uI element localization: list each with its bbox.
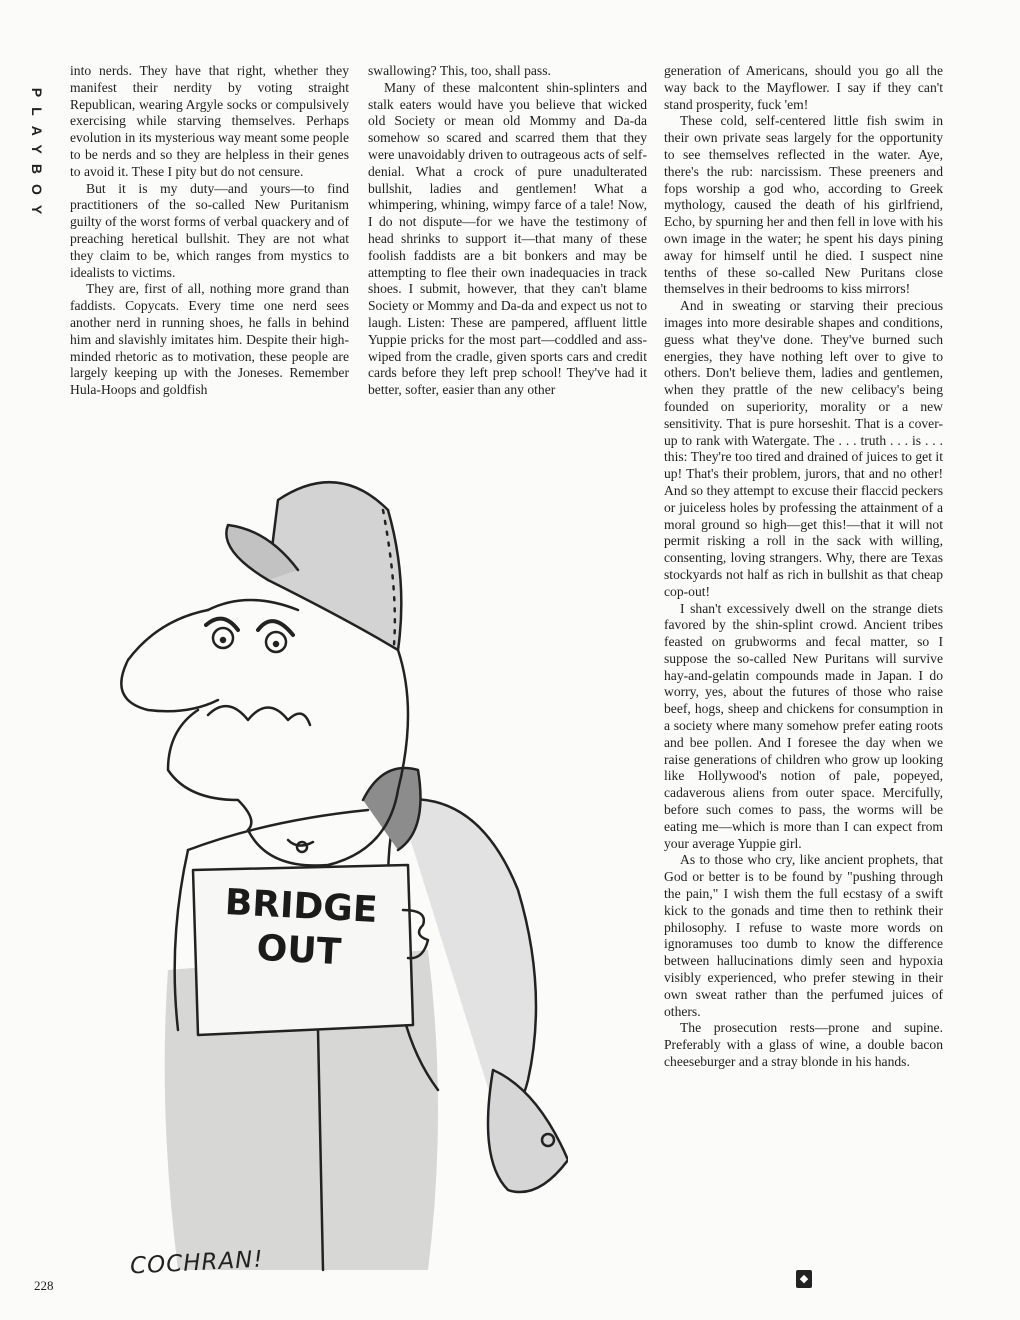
page-number: 228 [34, 1278, 54, 1293]
paragraph: I shan't excessively dwell on the strange diets favored by the shin-splint crowd. Ancient tribes feasted on grubworms and fecal matter, so I suppose the so-called New Puritans will survive hay-and-gelatin compounds made in Japan. I do worry, yes, about the futures of those who raise beef, hogs, sheep and chickens for consumption in a society where many somehow prefer eating roots and bee pollen. And I foresee the day when we raise generations of children who grow up looking like Hollywood's notion of pale, popeyed, cadaverous aliens from outer space. Mercifully, before such comes to pass, the worms will be eating me—which is more than I can expect from your average Yuppie girl. [664, 600, 943, 851]
text-column-3 [664, 63, 943, 1071]
magazine-name: PLAYBOY [29, 87, 46, 225]
paragraph: They are, first of all, nothing more grand than faddists. Copycats. Every time one nerd sees another nerd in running shoes, he falls in behind him and slavishly imitates him. Despite their high-minded rhetoric as to motivation, these people are largely keeping up with the Joneses. Remember Hula-Hoops and goldfish [70, 281, 349, 398]
paragraph: Many of these malcontent shin-splinters and stalk eaters would have you believe that wicked old Society or mean old Mommy and Da-da somehow so scared and scarred them that they were unavoidably driven to outrageous acts of self-denial. What a crock of pure unadulterated bullshit, ladies and gentlemen! What a whimpering, whining, wimpy farce of a tale! Now, I do not dispute—for we have the testimony of head shrinks to support it—that many of these foolish faddists are a bit bonkers and may be attempting to flee their own inadequacies in track shoes. I submit, however, that they can't blame Society or Mommy and Da-da and expect us not to laugh. Listen: These are pampered, affluent little Yuppie pricks for the most part—coddled and ass-wiped from the cradle, given sports cars and credit cards before they left prep school! They've had it better, softer, easier than any other [368, 79, 647, 398]
paragraph: into nerds. They have that right, whether they manifest their nerdity by voting straight Republican, wearing Argyle socks or compulsively exercising while starving themselves. Perhaps evolution in its mysterious way meant some people to be nerds and so they are helpless in their genes to avoid it. These I pity but do not censure. [70, 63, 350, 179]
rabbit-head-icon: ◆ [796, 1270, 812, 1288]
paragraph: These cold, self-centered little fish swim in their own private seas largely for the opportunity to see themselves reflected in the water. Aye, there's the rub: narcissism. These preeners and fops worship a god who, according to Greek mythology, caused the death of his girlfriend, Echo, by spurning her and then fell in love with his own image in the water; he spent his days pining away for himself until he died. I suspect nine tenths of these so-called New Puritans close themselves in their bedrooms to kiss mirrors! [664, 113, 943, 297]
sign-line-1: BRIDGE [223, 882, 379, 931]
paragraph: generation of Americans, should you go all the way back to the Mayflower. I say if they can't stand prosperity, fuck 'em! [664, 63, 943, 112]
magazine-side-logo [26, 56, 48, 256]
artist-signature: COCHRAN! [129, 1246, 265, 1280]
paragraph: But it is my duty—and yours—to find practitioners of the so-called New Puritanism guilty of the worst forms of verbal quackery and of preaching heretical bullshit. They are not what they claim to be, which ranges from mystics to idealists to victims. [70, 180, 349, 280]
cartoon-illustration [98, 470, 568, 1290]
text-column-1 [70, 63, 349, 399]
paragraph: And in sweating or starving their precious images into more desirable shapes and conditions, guess what they've done. They've burned such energies, they have nothing left over to give to others. Don't believe them, ladies and gentlemen, when they prattle of the new celibacy's being founded on superiority, morality or a new sensitivity. That is pure horseshit. That is a cover-up to rank with Watergate. The . . . truth . . . is . . . this: They're too tired and drained of juices to get it up! That's their problem, jurors, that and no other! And so they attempt to excuse their flaccid peckers or juiceless holes by professing the attainment of a moral ground so high—get this!—that it will not permit risking a roll in the sack with willing, consenting, loving strangers. Why, there are Texas stockyards not half as rich in bullshit as that cheap cop-out! [664, 298, 943, 599]
cartoon-sign [198, 880, 402, 978]
sign-line-2: OUT [255, 927, 343, 974]
cartoon-drawing [98, 470, 568, 1290]
paragraph: As to those who cry, like ancient prophets, that God or better is to be found by "pushing through the pain," I wish them the full ecstasy of a swift kick to the gonads and time then to rethink their philosophy. I refuse to waste more words on ignoramuses too dumb to know the difference between hallucinations dimly seen and hypoxia visibly experienced, who prefer stewing in their own sweat rather than the perfumed juices of others. [664, 852, 943, 1019]
paragraph: The prosecution rests—prone and supine. Preferably with a glass of wine, a double bacon cheeseburger and a stray blonde in his hands. [664, 1020, 943, 1070]
text-column-2 [368, 63, 647, 399]
paragraph: swallowing? This, too, shall pass. [368, 63, 551, 78]
